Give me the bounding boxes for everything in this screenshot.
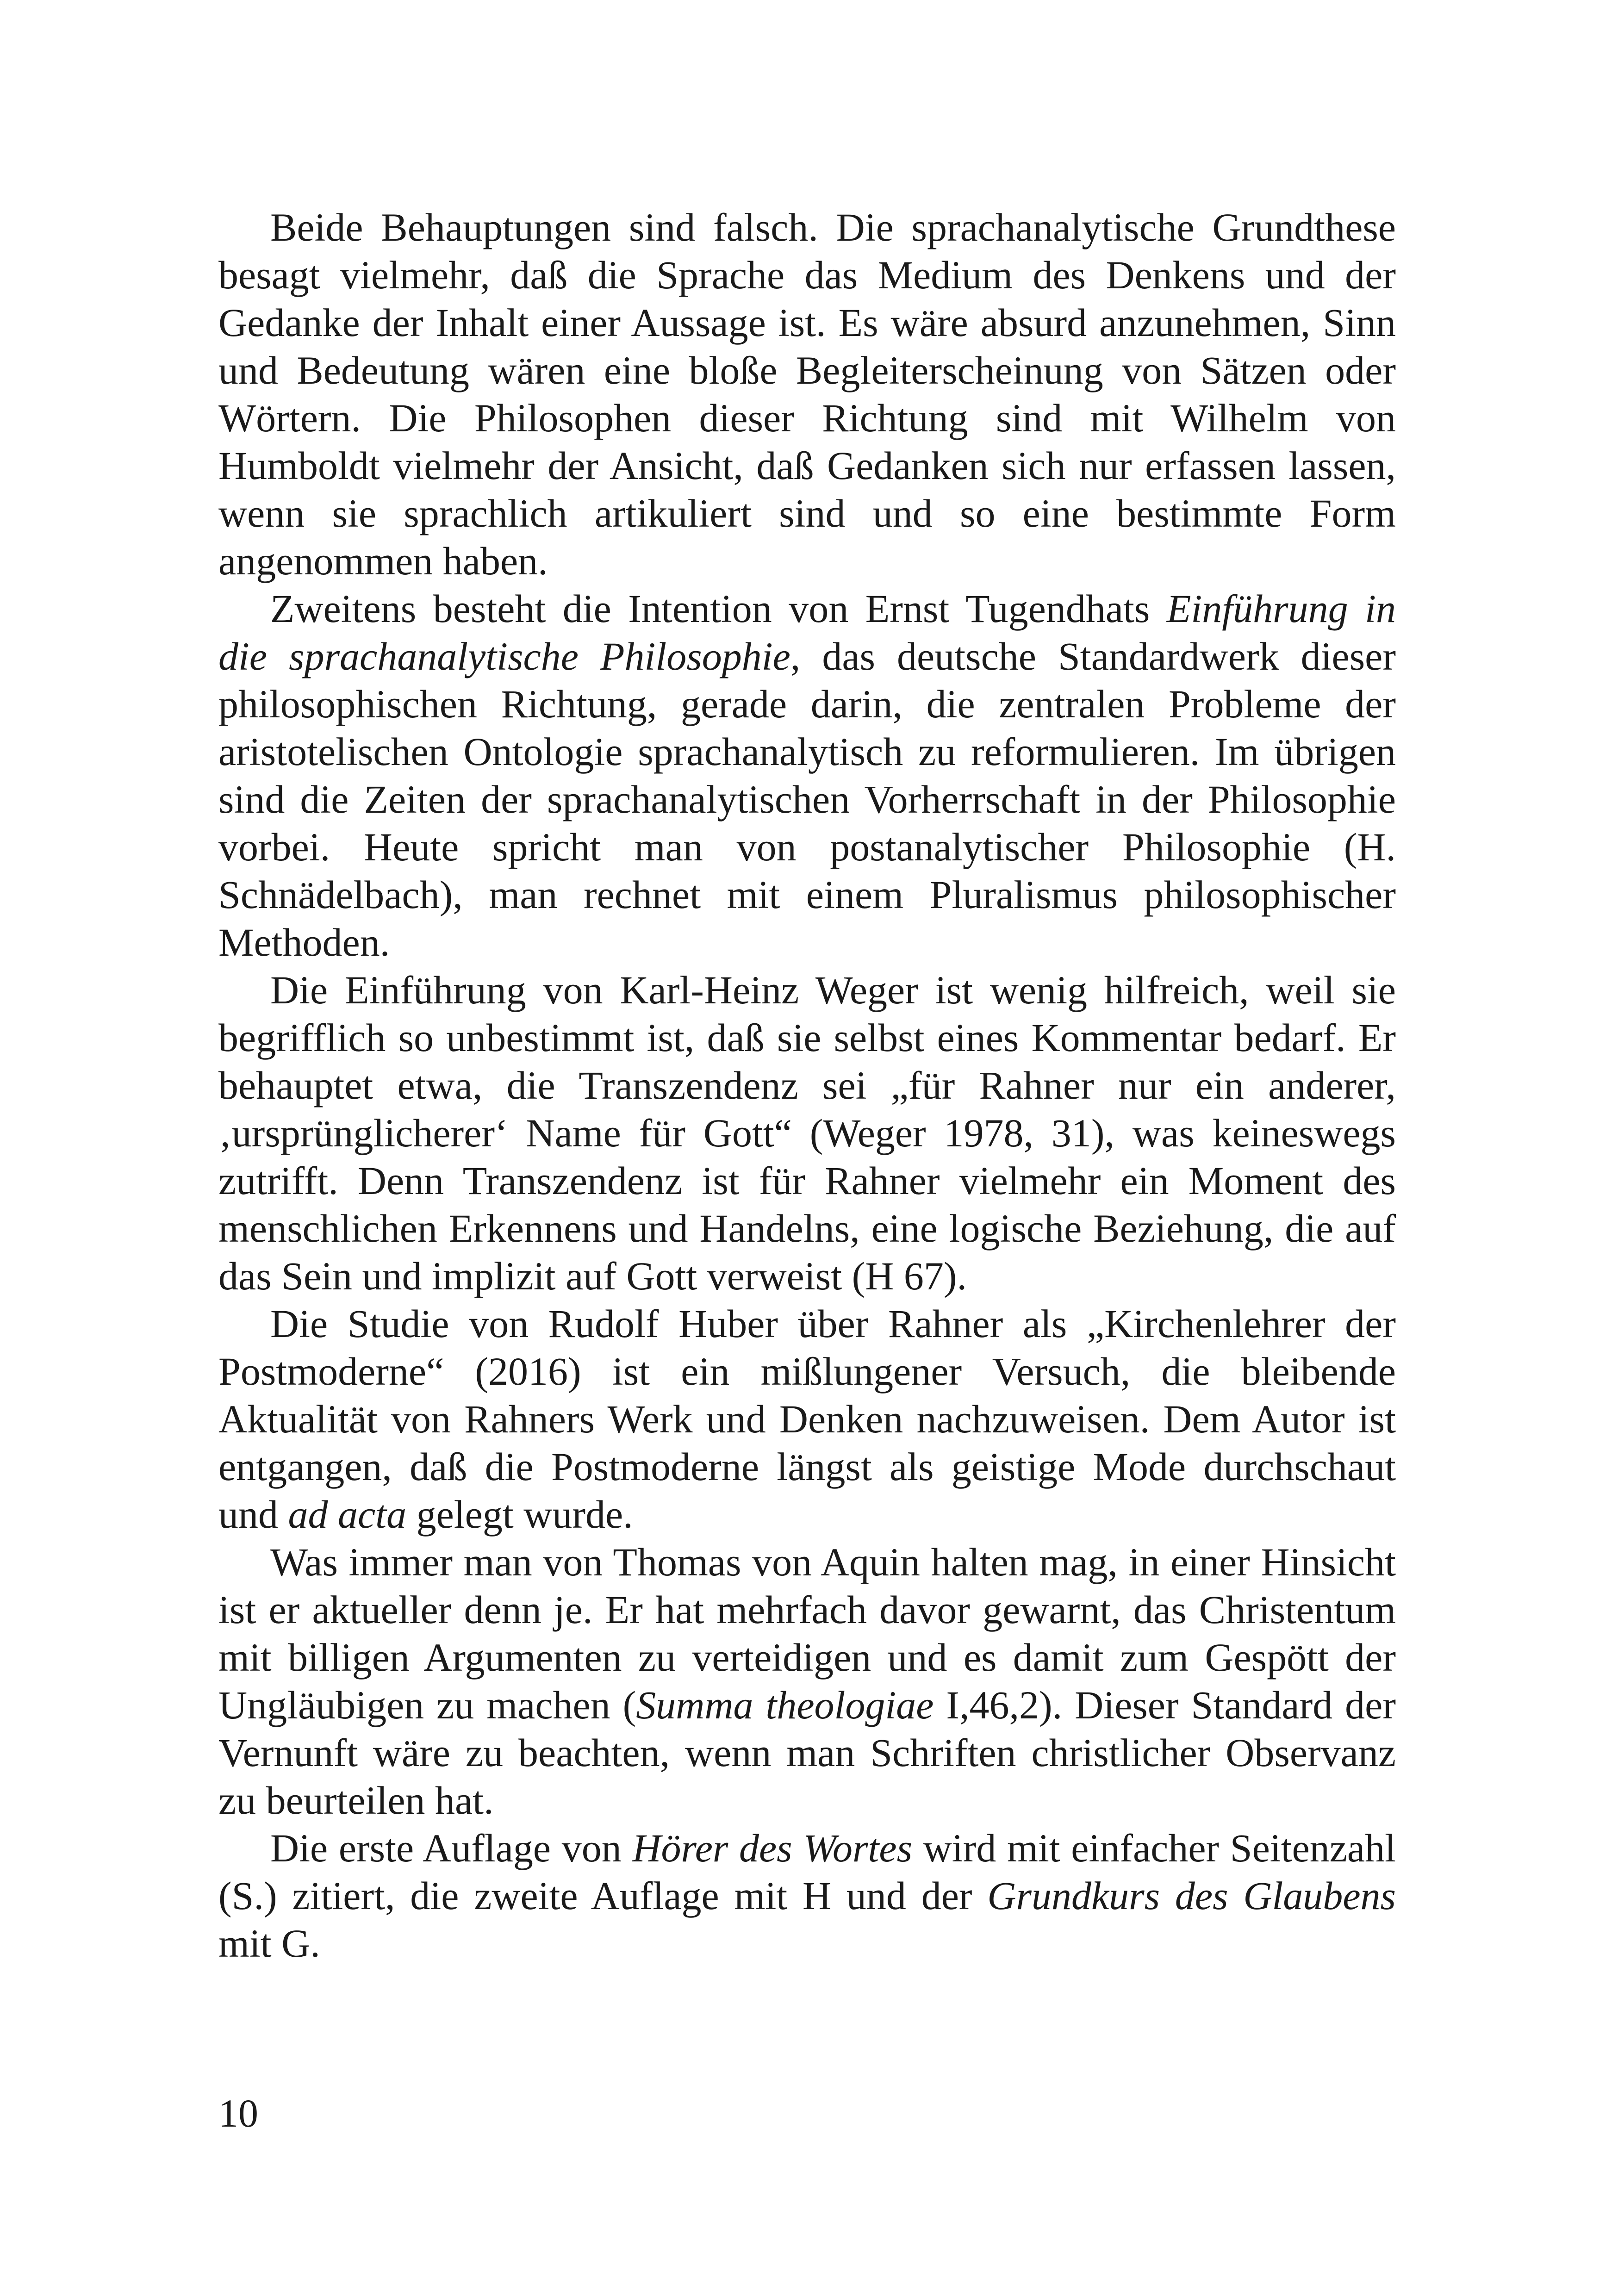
paragraph-text: Die Einführung von Karl-Heinz Weger ist wenig hilfreich, weil sie begrifflich so unbestimmt ist, daß sie selbst eines Kommentar bedarf. Er behauptet etwa, die Transzendenz sei „für Rahner nur ein anderer, ‚ursprünglicherer‘ Name für Gott“ (Weger 1978, 31), was keineswegs zutrifft. Denn Transzendenz ist für Rahner vielmehr ein Moment des menschlichen Erkennens und Handelns, eine logische Beziehung, die auf das Sein und implizit auf Gott verweist (H 67). [218,968,1396,1298]
paragraph-text: Beide Behauptungen sind falsch. Die sprachanalytische Grundthese besagt vielmehr, daß die Sprache das Medium des Denkens und der Gedanke der Inhalt einer Aussage ist. Es wäre absurd anzunehmen, Sinn und Bedeutung wären eine bloße Begleiterscheinung von Sätzen oder Wörtern. Die Philosophen dieser Richtung sind mit Wilhelm von Humboldt vielmehr der Ansicht, daß Gedanken sich nur erfassen lassen, wenn sie sprachlich artikuliert sind und so eine bestimmte Form angenommen haben. [218,205,1396,583]
latin-phrase-italic: ad acta [288,1492,407,1537]
page-number: 10 [218,2091,258,2135]
paragraph-text: wird mit einfacher Seitenzahl (S.) zitiert, die zweite Auflage mit H und der [218,1826,1396,1918]
paragraph-4 [218,1300,1396,1538]
paragraph-5 [218,1538,1396,1824]
body-text [218,204,1396,1967]
paragraph-1 [218,204,1396,585]
book-title-italic: Einführung in die sprachanalytische Philosophie [218,586,1396,678]
paragraph-text: mit G. [218,1921,320,1966]
paragraph-text: Zweitens besteht die Intention von Ernst Tugendhats [270,586,1167,631]
paragraph-text: , das deutsche Standardwerk dieser philosophischen Richtung, gerade darin, die zentralen Probleme der aristotelischen Ontologie sprachanalytisch zu reformulieren. Im übrigen sind die Zeiten der sprachanalytischen Vorherrschaft in der Philosophie vorbei. Heute spricht man von postanalytischer Philosophie (H. Schnädelbach), man rechnet mit einem Pluralismus philosophischer Methoden. [218,634,1396,964]
paragraph-text: Was immer man von Thomas von Aquin halten mag, in einer Hinsicht ist er aktueller denn je. Er hat mehrfach davor gewarnt, das Christentum mit billigen Argumenten zu verteidigen und es damit zum Gespött der Ungläubigen zu machen ( [218,1540,1396,1727]
paragraph-3 [218,966,1396,1300]
paragraph-6 [218,1824,1396,1967]
book-title-italic: Grundkurs des Glaubens [987,1873,1396,1918]
book-title-italic: Hörer des Wortes [632,1826,913,1870]
book-title-italic: Summa theologiae [636,1683,934,1727]
paragraph-text: gelegt wurde. [406,1492,633,1537]
paragraph-2 [218,585,1396,966]
paragraph-text: Die erste Auflage von [270,1826,633,1870]
paragraph-text: I,46,2). Dieser Standard der Vernunft wäre zu beachten, wenn man Schriften christlicher Observanz zu beurteilen hat. [218,1683,1396,1823]
paragraph-text: Die Studie von Rudolf Huber über Rahner als „Kirchenlehrer der Postmoderne“ (2016) ist ein mißlungener Versuch, die bleibende Aktualität von Rahners Werk und Denken nachzuweisen. Dem Autor ist entgangen, daß die Postmoderne längst als geistige Mode durchschaut und [218,1301,1396,1537]
